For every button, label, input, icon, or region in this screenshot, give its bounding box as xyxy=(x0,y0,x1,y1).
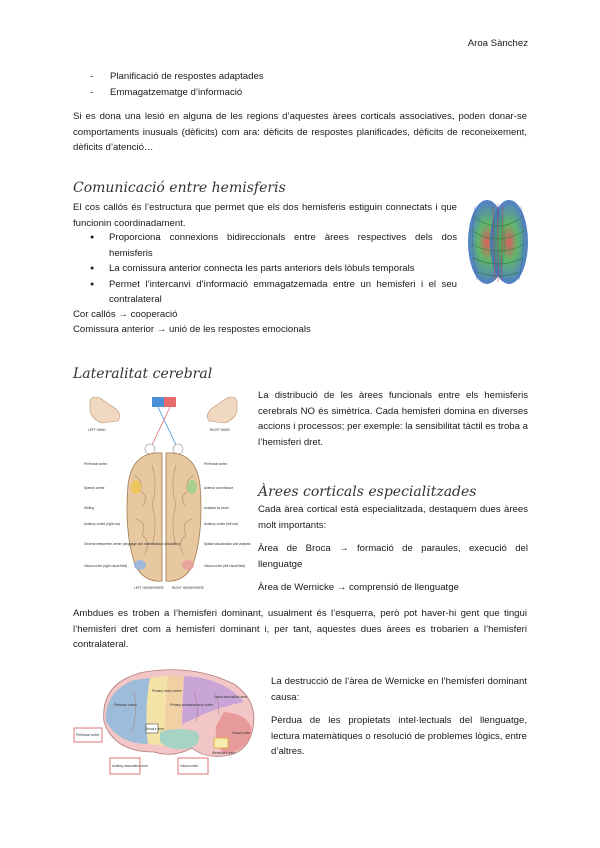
list-item: ● La comissura anterior connecta les parts anteriors dels lòbuls temporals xyxy=(73,261,457,277)
fig-label: Writing xyxy=(84,506,94,510)
list-item: - Planificació de respostes adaptades xyxy=(90,69,530,85)
fig-label: Spatial visualization and analysis xyxy=(204,542,251,546)
left-hemisphere-label: LEFT HEMISPHERE xyxy=(134,586,164,590)
brain-lateralization-image xyxy=(82,395,251,592)
communication-paragraph: El cos callós és l’estructura que permet que els dos hemisferis estiguin connectats i que funcionin coordinadament. xyxy=(73,202,457,229)
fig-label: Premotor cortex xyxy=(114,703,137,707)
right-hemisphere-label: RIGHT HEMISPHERE xyxy=(172,586,204,590)
fig-label: Visual cortex (right visual field) xyxy=(84,564,128,568)
author-name: Aroa Sànchez xyxy=(467,38,528,49)
corpus-callosum-image xyxy=(465,196,531,288)
fig-label: General interpretive center (language and mathematical calculation) xyxy=(84,542,180,546)
fig-label: Primary somatosensory cortex xyxy=(170,703,214,707)
broca-line: Àrea de Broca → formació de paraules, execució del llenguatge xyxy=(258,543,528,570)
fig-label: Speech center xyxy=(84,486,105,490)
list-item: ● Proporciona connexions bidireccionals entre àrees respectives dels dos hemisferis xyxy=(73,230,457,261)
communication-bullets xyxy=(73,230,457,308)
list-item: ● Permet l’intercanvi d’informació emmagatzemada entre un hemisferi i el seu contralateral xyxy=(73,277,457,308)
fig-label: Analysis by touch xyxy=(204,506,229,510)
wernicke-line: Àrea de Wernicke → comprensió de llenguatge xyxy=(258,582,459,593)
section-heading-specialized: Àrees corticals especialitzades xyxy=(258,484,477,500)
specialized-paragraph: Cada àrea cortical està especialitzada, destaquem dues àrees molt importants: xyxy=(258,504,528,531)
wernicke-damage-intro: La destrucció de l’àrea de Wernicke en l’hemisferi dominant causa: xyxy=(271,676,527,703)
cortical-areas-image xyxy=(74,662,261,776)
dominant-hemisphere-paragraph: Ambdues es troben a l’hemisferi dominant, usualment és l’esquerra, però pot haver-hi gent que tingui l’hemisferi dret com a hemisferi dominant i, per tant, aquestes dues àrees es trobarien a l’hemisferi contralateral. xyxy=(73,608,527,650)
wernicke-damage-effects: Pèrdua de les propietats intel·lectuals del llenguatge, lectura matemàtiques o resolució de problemes lògics, entre d’altres. xyxy=(271,715,527,757)
right-hand-label: RIGHT HAND xyxy=(210,428,230,432)
fig-label: Broca's area xyxy=(146,727,164,731)
laterality-paragraph: La distribució de les àrees funcionals entre els hemisferis cerebrals NO és simètrica. Cada hemisferi domina en diverses accions i processos; per exemple: la sensibilitat tàctil es troba a l’hemisferi dret. xyxy=(258,390,528,448)
fig-label: Anterior commissure xyxy=(204,486,234,490)
fig-label: Auditory cortex (right ear) xyxy=(84,522,120,526)
corpus-callosum-line: Cor callós → cooperació xyxy=(73,309,178,320)
intro-paragraph: Si es dona una lesió en alguna de les regions d’aquestes àrees corticals associatives, poden donar-se comportaments inusuals (dèficits) com ara: dèficits de respostes planificades, dèficits de reconeixement, dèficits d’atenció… xyxy=(73,111,527,153)
fig-label: Prefrontal cortex xyxy=(204,462,228,466)
left-hand-label: LEFT HAND xyxy=(88,428,106,432)
fig-label: Visual cortex xyxy=(180,764,199,768)
fig-label: Visual cortex xyxy=(232,731,251,735)
intro-list xyxy=(90,69,530,100)
list-item: - Emmagatzematge d’informació xyxy=(90,85,530,101)
fig-label: Prefrontal cortex xyxy=(84,462,108,466)
anterior-commissure-line: Comissura anterior → unió de les respostes emocionals xyxy=(73,324,311,335)
fig-label: Primary motor cortex xyxy=(152,689,182,693)
section-heading-laterality: Lateralitat cerebral xyxy=(73,366,213,382)
fig-label: Auditory association area xyxy=(112,764,148,768)
section-heading-communication: Comunicació entre hemisferis xyxy=(73,180,286,196)
fig-label: Prefrontal cortex xyxy=(76,733,100,737)
fig-label: Visual cortex (left visual field) xyxy=(204,564,246,568)
fig-label: Auditory cortex (left ear) xyxy=(204,522,239,526)
fig-label: Wernicke's area xyxy=(212,751,235,755)
fig-label: Visual association area xyxy=(214,695,247,699)
